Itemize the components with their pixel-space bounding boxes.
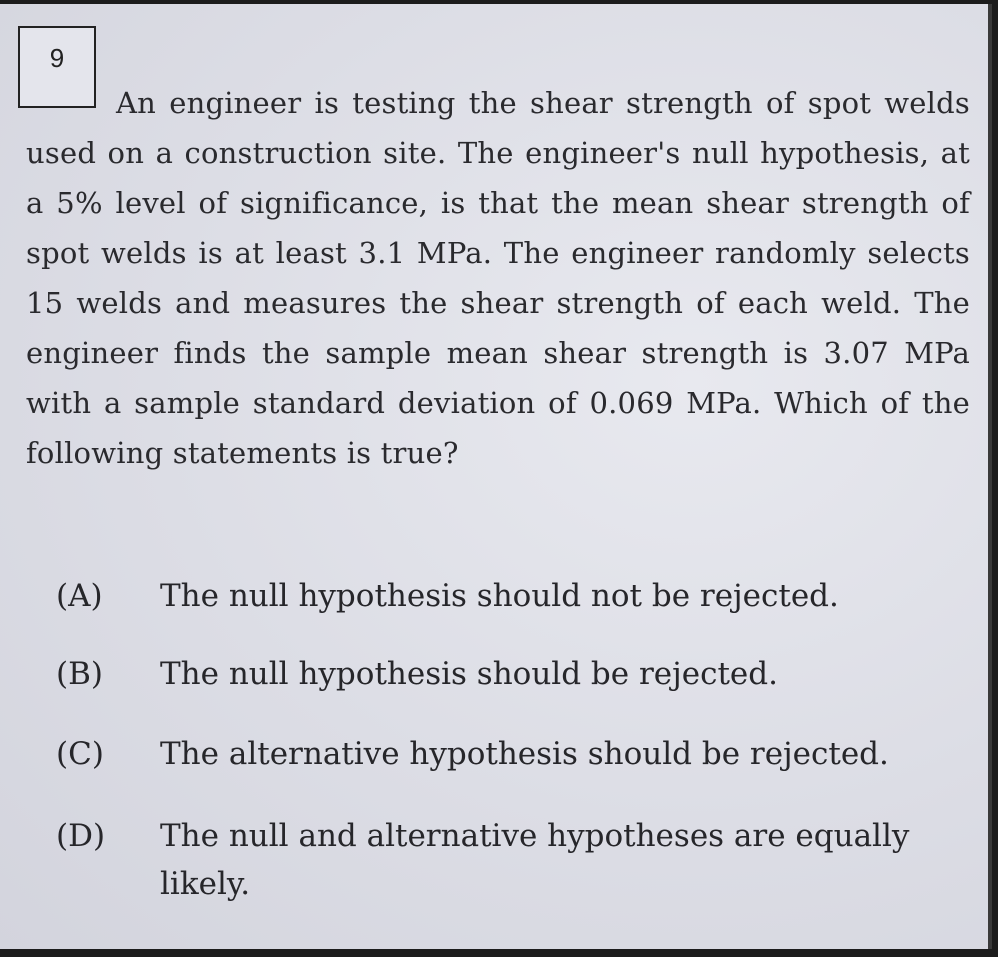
option-letter: (C) — [56, 736, 104, 772]
option-text: The alternative hypothesis should be rejected. — [160, 736, 889, 772]
option-text: The null and alternative hypotheses are equally likely. — [160, 818, 910, 902]
option-letter: (D) — [56, 818, 106, 854]
option-text: The null hypothesis should be rejected. — [160, 656, 778, 692]
question-number: 9 — [49, 42, 65, 73]
answer-option-b[interactable] — [56, 650, 976, 698]
answer-option-a[interactable] — [56, 572, 976, 620]
option-text: The null hypothesis should not be rejected. — [160, 578, 839, 614]
question-card — [0, 4, 992, 949]
option-letter: (A) — [56, 578, 103, 614]
answer-option-c[interactable] — [56, 730, 976, 778]
answer-option-d[interactable] — [56, 812, 976, 908]
question-stem: An engineer is testing the shear strength of spot welds used on a construction site. The engineer's null hypothesis, at a 5% level of significance, is that the mean shear strength of spot welds is at least 3.1 MPa. The engineer randomly selects 15 welds and measures the shear strength of each weld. The engineer finds the sample mean shear strength is 3.07 MPa with a sample standard deviation of 0.069 MPa. Which of the following statements is true? — [26, 86, 970, 470]
option-letter: (B) — [56, 656, 103, 692]
